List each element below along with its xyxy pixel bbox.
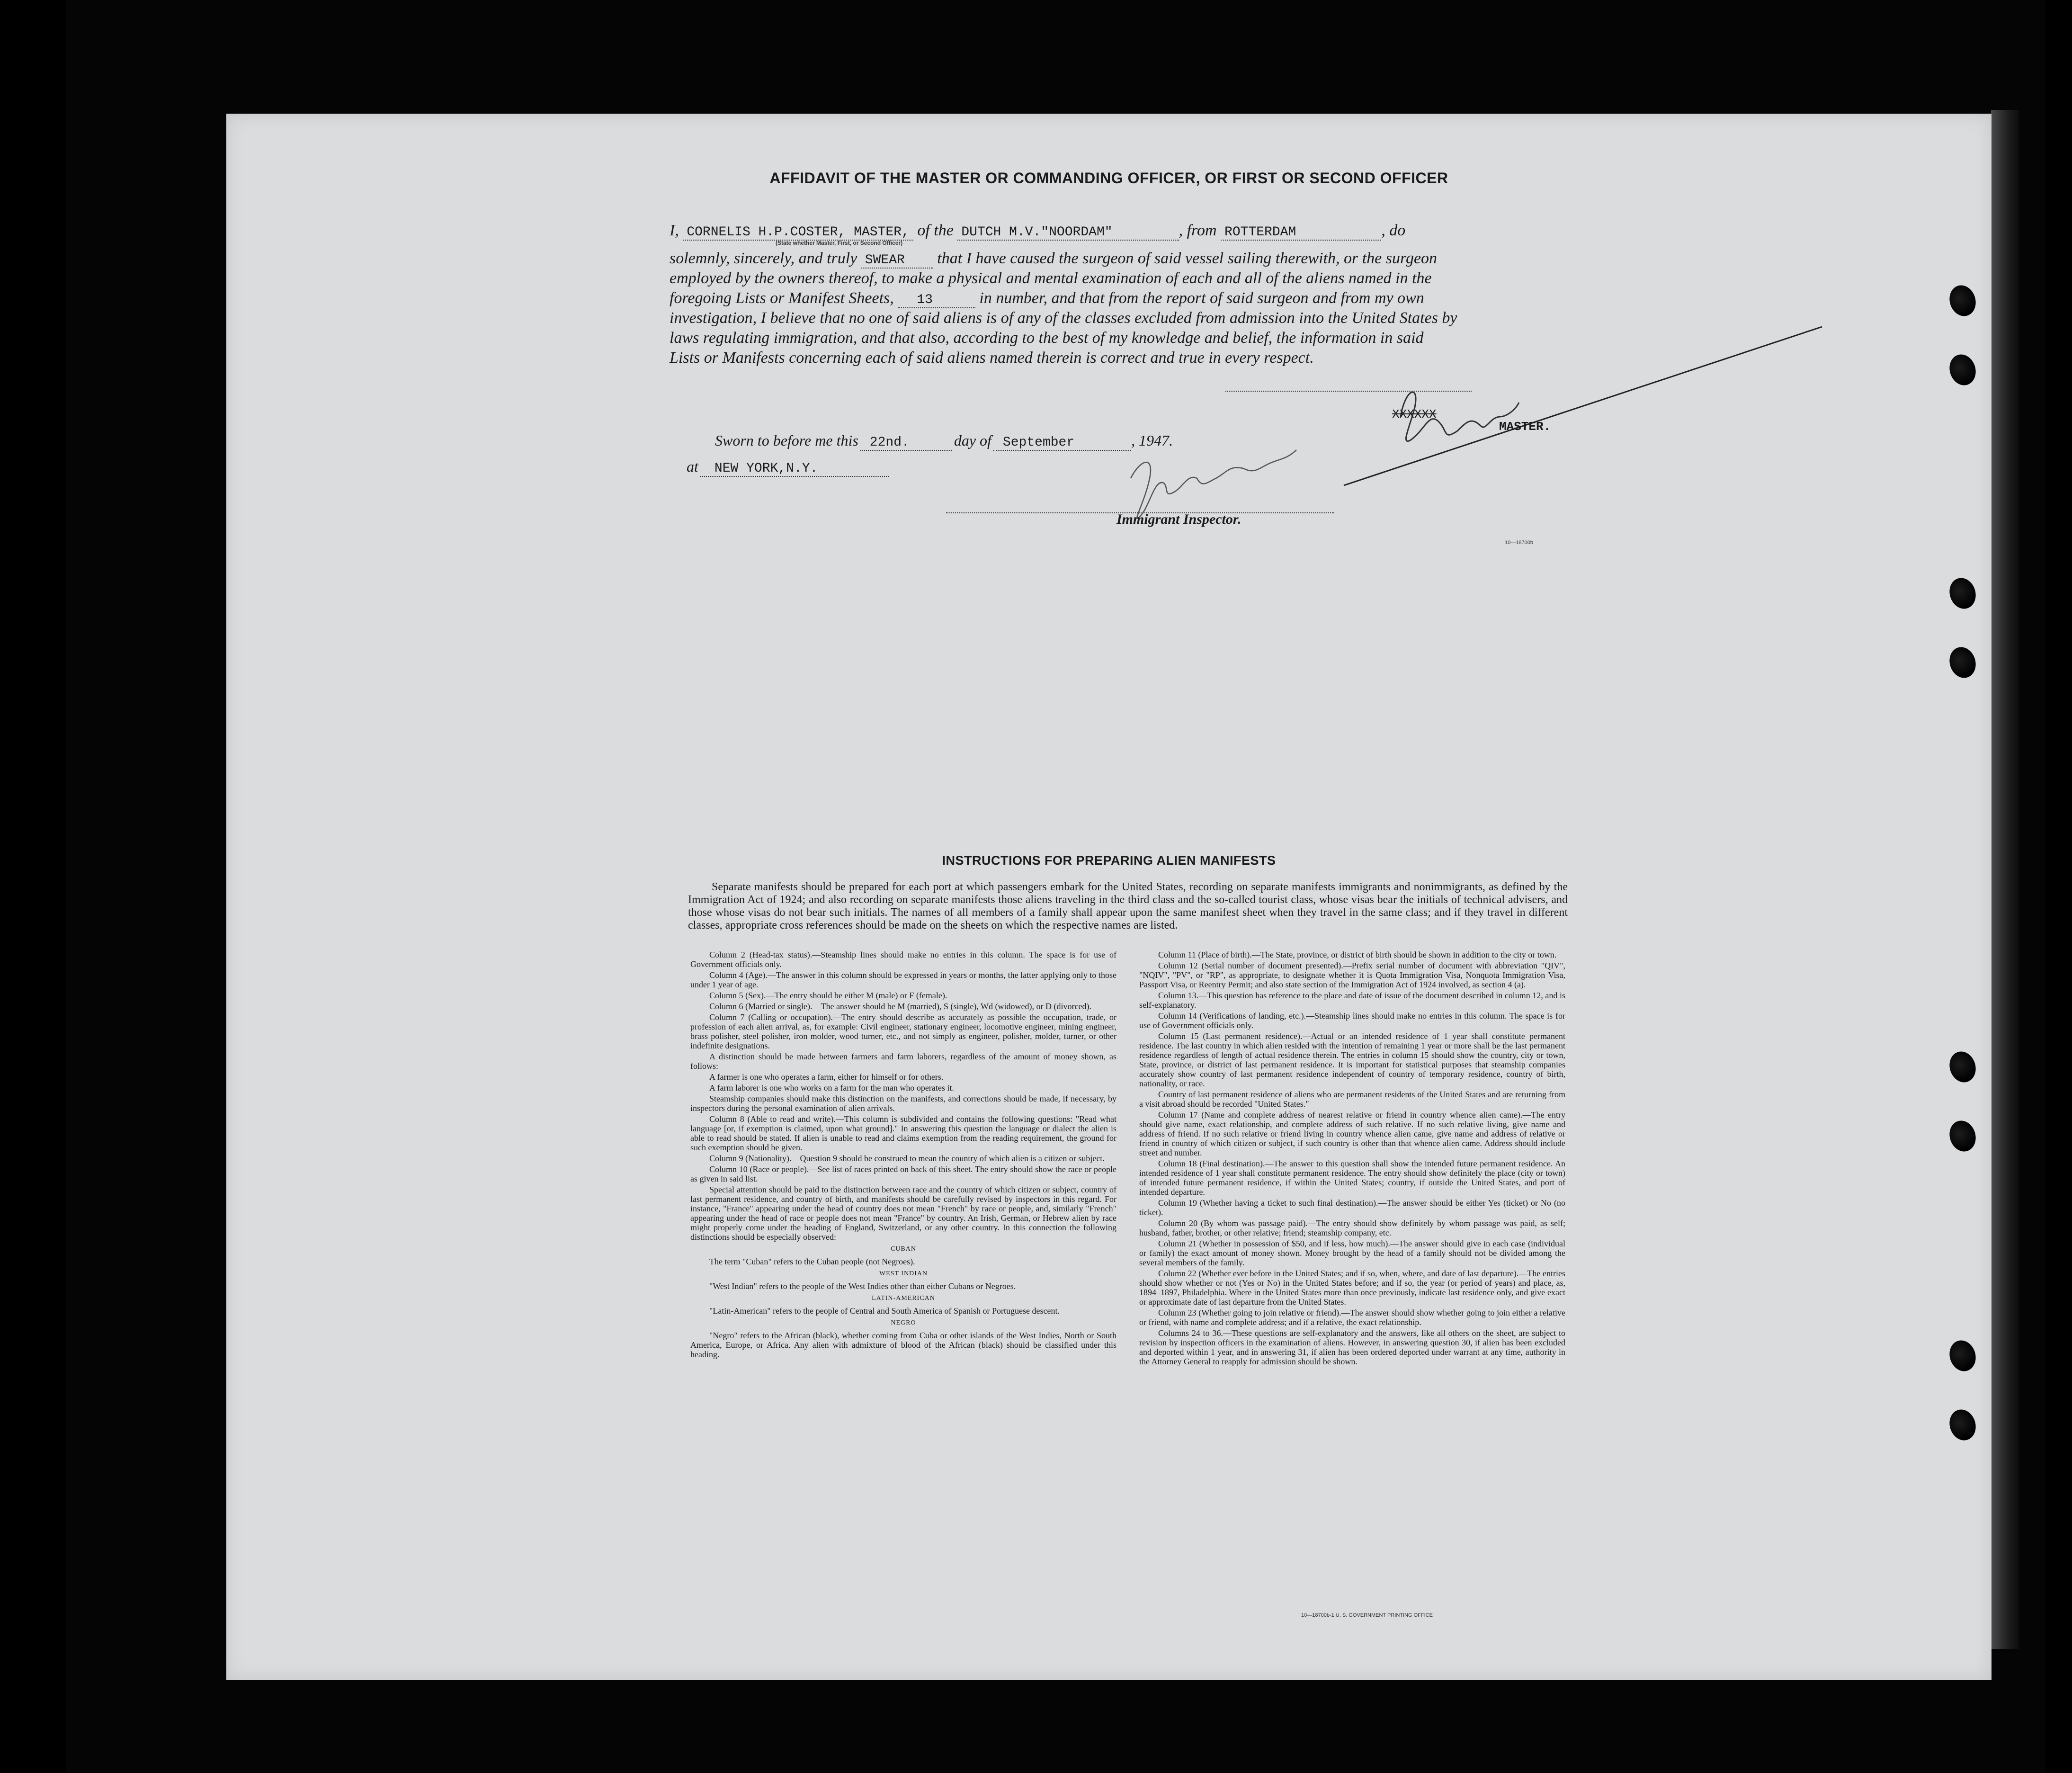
negro-definition: "Negro" refers to the African (black), whether coming from Cuba or other islands of the West Indies, North or South America, Europe, or Africa. Any alien with admixture of blood of the African (black) should be classified under this heading.	[690, 1331, 1116, 1359]
left-para: Column 4 (Age).—The answer in this column should be expressed in years or months, the latter applying only to those under 1 year of age.	[690, 970, 1116, 989]
inspector-label: Immigrant Inspector.	[1116, 511, 1241, 527]
heading-latin-american: LATIN-AMERICAN	[872, 1295, 935, 1302]
film-border-left	[0, 0, 66, 1773]
right-para: Column 18 (Final destination).—The answer to this question shall show the intended future permanent residence. An intended residence of 1 year shall constitute permanent residence. The entry should show definitely the place (city or town) of intended future permanent residence, if within the United States; country, if outside the United States, and port of intended departure.	[1139, 1159, 1565, 1197]
cuban-definition: The term "Cuban" refers to the Cuban people (not Negroes).	[709, 1257, 915, 1266]
right-para: Country of last permanent residence of aliens who are permanent residents of the United States and are returning from a visit abroad should be recorded "United States."	[1139, 1090, 1565, 1109]
west-indian-definition: "West Indian" refers to the people of the West Indies other than either Cubans or Negroes.	[709, 1281, 1016, 1291]
left-para: Column 6 (Married or single).—The answer should be M (married), S (single), Wd (widowed), or D (divorced).	[709, 1002, 1091, 1011]
struck-title: XXXXXX	[1392, 407, 1437, 421]
departure-port: ROTTERDAM	[1221, 225, 1381, 241]
heading-cuban: CUBAN	[890, 1245, 916, 1253]
left-para: Column 8 (Able to read and write).—This column is subdivided and contains the following questions: "Read what language [or, if exemption is claimed, upon what ground]." In answering this question the language or dialect the alien is able to read should be stated. If alien is unable to read and claims exemption from the reading requirement, the ground for such exemption should be given.	[690, 1114, 1116, 1152]
left-para: Column 2 (Head-tax status).—Steamship lines should make no entries in this column. The space is for use of Government officials only.	[690, 950, 1116, 969]
right-para: Columns 24 to 36.—These questions are self-explanatory and the answers, like all others on the sheet, are subject to revision by inspection officers in the examination of aliens. However, in answering question 30, if alien has been excluded and deported within 1 year, and in answering 31, if alien has been ordered deported under warrant at any time, authority in the Attorney General to reapply for admission should be shown.	[1139, 1328, 1565, 1366]
master-label: MASTER.	[1499, 420, 1551, 434]
right-para: Column 19 (Whether having a ticket to such final destination).—The answer should be either Yes (ticket) or No (no ticket).	[1139, 1198, 1565, 1217]
heading-negro: NEGRO	[891, 1319, 916, 1326]
film-border-right	[2045, 0, 2072, 1773]
oath-type: SWEAR	[861, 253, 933, 269]
sworn-year-digit: 7	[1161, 432, 1170, 449]
right-para: Column 22 (Whether ever before in the United States; and if so, when, where, and date of last departure).—The entries should show whether or not (Yes or No) in the United States before; and if so, the year (or period of years) and place, as, 1894–1897, Philadelphia. Where in the United States more than once previously, indicate last residence only, and give exact or approximate date of last departure from the United States.	[1139, 1269, 1565, 1307]
master-signature-line	[1225, 391, 1472, 392]
vessel-name: DUTCH M.V."NOORDAM"	[957, 225, 1179, 241]
right-para: Column 11 (Place of birth).—The State, province, or district of birth should be shown in addition to the city or town.	[1158, 950, 1557, 959]
affidavit-line-6: laws regulating immigration, and that also, according to the best of my knowledge and belief, the information in said	[670, 329, 1424, 347]
left-para: A farm laborer is one who works on a farm for the man who operates it.	[709, 1083, 954, 1092]
sworn-month: September	[993, 435, 1131, 451]
sworn-place: NEW YORK,N.Y.	[700, 461, 889, 477]
left-para: Special attention should be paid to the distinction between race and the country of which citizen or subject, country of last permanent residence, and country of birth, and manifests should be carefully revised by inspectors in this regard. For instance, "France" appearing under the head of country does not mean "French" by race or people, and, similarly "French" appearing under the head of race or people does not mean "France" by country. An Irish, German, or Hebrew alien by race might properly come under the heading of England, Switzerland, or any other country. In this connection the following distinctions should be especially observed:	[690, 1185, 1116, 1242]
right-para: Column 20 (By whom was passage paid).—The entry should show definitely by whom passage was paid, as self; husband, father, brother, or other relative; friend; steamship company, etc.	[1139, 1218, 1565, 1237]
left-para: Column 5 (Sex).—The entry should be either M (male) or F (female).	[709, 991, 947, 1000]
right-para: Column 23 (Whether going to join relative or friend).—The answer should show whether going to join either a relative or friend, with name and complete address; and if a relative, the exact relationship.	[1139, 1308, 1565, 1327]
state-whether-note: (State whether Master, First, or Second Officer)	[776, 240, 903, 246]
page-edge-shadow	[1991, 110, 2019, 1649]
sworn-day: 22nd.	[860, 435, 952, 451]
instructions-footer: 10—18700b-1 U. S. GOVERNMENT PRINTING OFFICE	[1301, 1612, 1433, 1618]
instructions-intro: Separate manifests should be prepared for each port at which passengers embark for the United States, recording on separate manifests immigrants and nonimmigrants, as defined by the Immigration Act of 1924; and also recording on separate manifests those aliens traveling in the third class and the so-called tourist class, whose visas bear the initials of technical advisers, and those whose visas do not bear such initials. The names of all members of a family shall appear upon the same manifest sheet when they travel in the same class; and if they travel in different classes, appropriate cross references should be made on the sheets on which the respective names are listed.	[688, 881, 1568, 931]
inspector-signature	[1131, 450, 1296, 519]
instructions-left-column	[690, 950, 1116, 1361]
latin-american-definition: "Latin-American" refers to the people of Central and South America of Spanish or Portuguese descent.	[709, 1306, 1060, 1316]
affidavit-line-7: Lists or Manifests concerning each of said aliens named therein is correct and true in every respect.	[670, 349, 1314, 367]
officer-name: CORNELIS H.P.COSTER, MASTER,	[683, 225, 913, 241]
affidavit-line-5: investigation, I believe that no one of said aliens is of any of the classes excluded from admission into the United States by	[670, 309, 1457, 327]
affidavit-line-3: employed by the owners thereof, to make a physical and mental examination of each and all of the aliens named in the	[670, 269, 1432, 287]
left-para: Column 10 (Race or people).—See list of races printed on back of this sheet. The entry should show the race or people as given in said list.	[690, 1164, 1116, 1183]
right-para: Column 15 (Last permanent residence).—Actual or an intended residence of 1 year shall constitute permanent residence. The last country in which alien resided with the intention of remaining 1 year or more shall be the last permanent residence regardless of length of actual residence therein. The entries in column 15 should show the country, city or town, State, province, or district of last permanent residence. It is important for statistical purposes that steamship companies accurately show country of last permanent residence independent of country of temporary residence, country of birth, nationality, or race.	[1139, 1031, 1565, 1088]
instructions-right-column	[1139, 950, 1565, 1368]
sheet-count: 13	[898, 293, 975, 308]
right-para: Column 13.—This question has reference to the place and date of issue of the document described in column 12, and is self-explanatory.	[1139, 991, 1565, 1010]
left-para: Column 7 (Calling or occupation).—The entry should describe as accurately as possible the occupation, trade, or profession of each alien arrival, as, for example: Civil engineer, stationary engineer, locomotive engineer, mining engineer, brass polisher, steel polisher, iron molder, wood turner, etc., and not simply as engineer, polisher, molder, turner, or other indefinite designations.	[690, 1012, 1116, 1050]
affidavit-line-1: I, CORNELIS H.P.COSTER, MASTER, of the DUTCH M.V."NOORDAM" , from ROTTERDAM , do	[670, 222, 1406, 240]
left-para: Column 9 (Nationality).—Question 9 should be construed to mean the country of which alien is a citizen or subject.	[709, 1154, 1105, 1163]
affidavit-line-2: solemnly, sincerely, and truly SWEAR that I have caused the surgeon of said vessel sailing therewith, or the surgeon	[670, 250, 1438, 268]
affidavit-line-4: foregoing Lists or Manifest Sheets, 13 in number, and that from the report of said surgeon and from my own	[670, 289, 1424, 307]
right-para: Column 17 (Name and complete address of nearest relative or friend in country whence alien came).—The entry should give name, exact relationship, and complete address of such relative. If no such relative living, give name and address of friend. If no such relative or friend living in country whence alien came, give name and address of relative or friend in country of which citizen or subject, if such country is other than that whence alien came. Address should include street and number.	[1139, 1110, 1565, 1157]
instructions-title: INSTRUCTIONS FOR PREPARING ALIEN MANIFESTS	[942, 853, 1276, 868]
sworn-place-line: at NEW YORK,N.Y.	[687, 458, 889, 476]
affidavit-form-number: 10—18700b	[1505, 540, 1533, 546]
left-para: A farmer is one who operates a farm, either for himself or for others.	[709, 1072, 944, 1082]
right-para: Column 21 (Whether in possession of $50, and if less, how much).—The answer should give in each case (individual or family) the exact amount of money shown. Money brought by the head of a family should not be divided among the several members of the family.	[1139, 1239, 1565, 1267]
document-page	[226, 114, 1992, 1680]
left-para: Steamship companies should make this distinction on the manifests, and corrections should be made, if necessary, by inspectors during the personal examination of alien arrivals.	[690, 1094, 1116, 1113]
sworn-line: Sworn to before me this 22nd. day of September , 1947.	[715, 432, 1173, 450]
right-para: Column 14 (Verifications of landing, etc.).—Steamship lines should make no entries in this column. The space is for use of Government officials only.	[1139, 1011, 1565, 1030]
right-para: Column 12 (Serial number of document presented).—Prefix serial number of document with abbreviation "QIV", "NQIV", "PV", or "RP", as appropriate, to designate whether it is Quota Immigration Visa, Nonquota Immigration Visa, Passport Visa, or Reentry Permit; and also state section of the Immigration Act of 1924 involved, as section 4 (a).	[1139, 961, 1565, 989]
heading-west-indian: WEST INDIAN	[879, 1270, 928, 1277]
left-para: A distinction should be made between farmers and farm laborers, regardless of the amount of money shown, as follows:	[690, 1052, 1116, 1071]
affidavit-title: AFFIDAVIT OF THE MASTER OR COMMANDING OFFICER, OR FIRST OR SECOND OFFICER	[769, 170, 1448, 187]
